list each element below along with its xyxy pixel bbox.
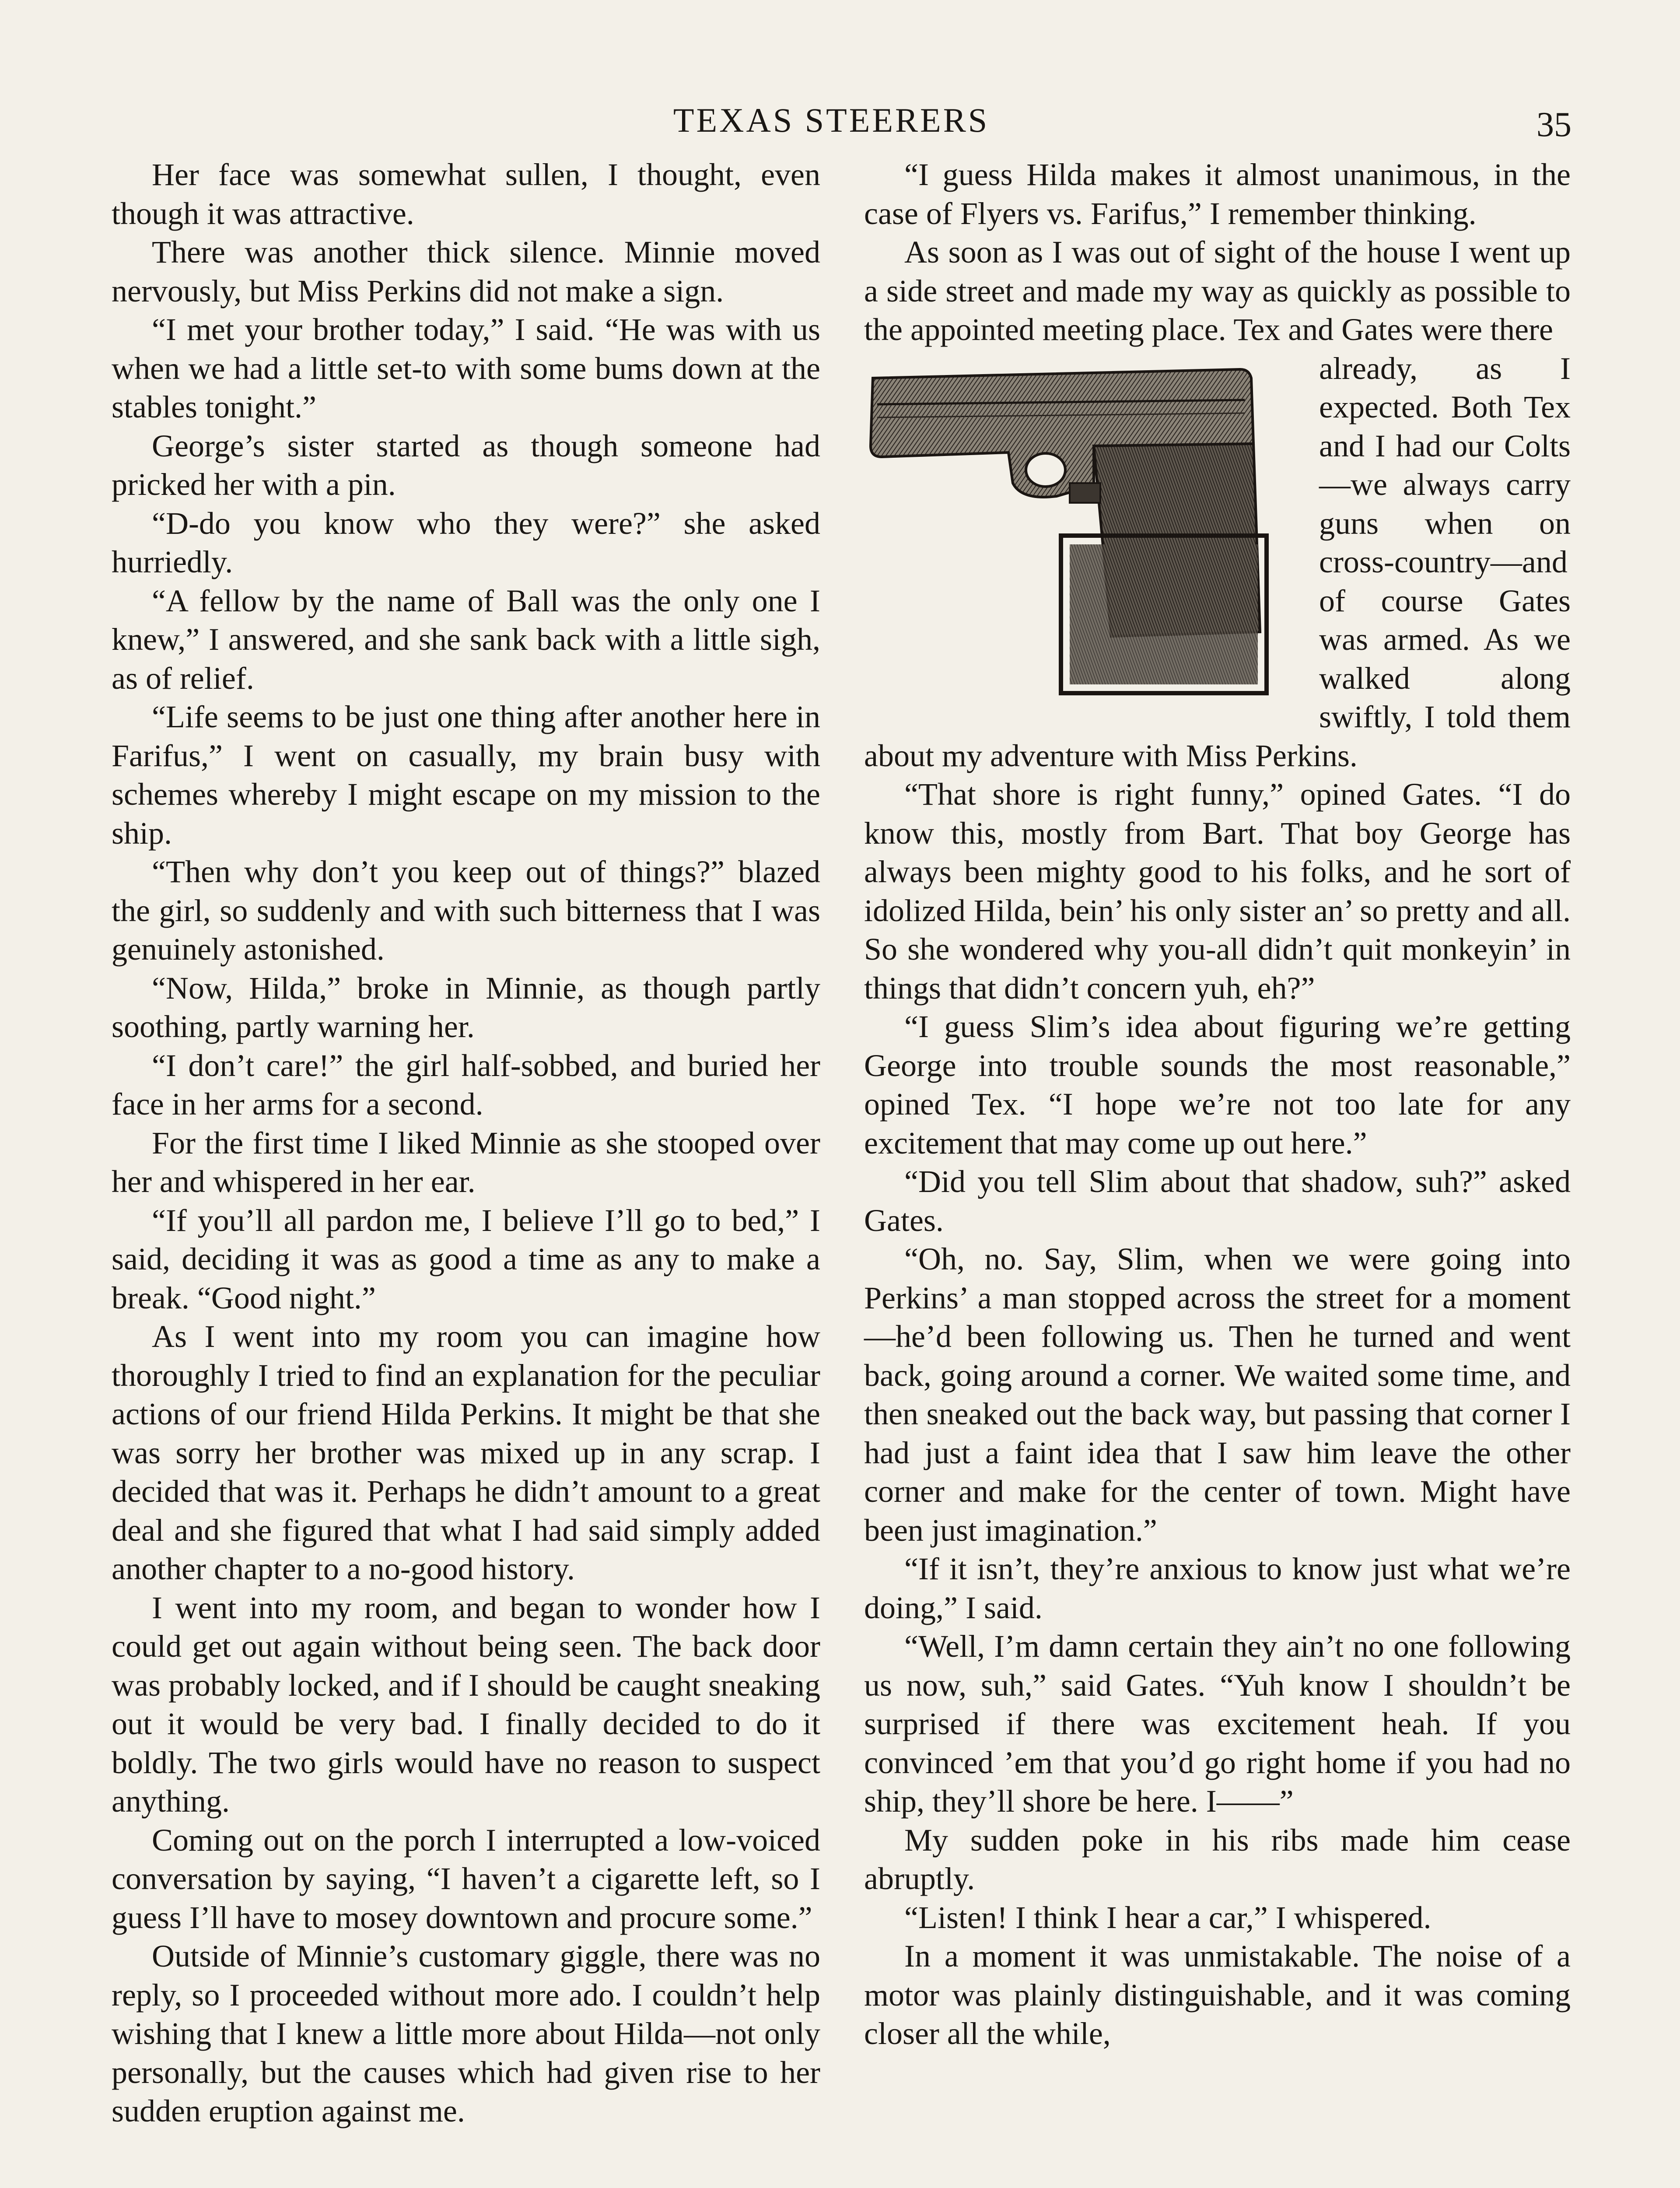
paragraph: I went into my room, and began to wonder how I could get out again without being seen. The back door was probably locked, and if I should be caught sneaking out it would be very bad. I finally decided to do it boldly. The two girls would have no reason to suspect anything. <box>112 1590 820 1819</box>
pistol-illustration <box>864 352 1306 700</box>
paragraph: “That shore is right funny,” opined Gates. “I do know this, mostly from Bart. That boy George has always been mighty good to his folks, and he sort of idolized Hilda, bein’ his only sister an’ so pretty and all. So she wondered why you-all didn’t quit monkeyin’ in things that didn’t concern yuh, eh?” <box>864 777 1571 1006</box>
paragraph: My sudden poke in his ribs made him cease abruptly. <box>864 1822 1571 1896</box>
pistol-icon <box>864 352 1306 700</box>
paragraph-text-start: As soon as I was out of sight of the house I went up a side street and made my way as quickly as possible to the appointed meeting place. Tex and Gates were there <box>864 235 1571 347</box>
paragraph: “I guess Slim’s idea about figuring we’re getting George into trouble sounds the most reasonable,” opined Tex. “I hope we’re not too late for any excitement that may come up out here.” <box>864 1009 1571 1161</box>
paragraph: “I met your brother today,” I said. “He was with us when we had a little set-to with some bums down at the stables tonight.” <box>112 312 820 424</box>
paragraph: Her face was somewhat sullen, I thought, even though it was attractive. <box>112 157 820 231</box>
paragraph-with-illustration <box>864 233 1571 349</box>
paragraph: “Now, Hilda,” broke in Minnie, as though partly soothing, partly warning her. <box>112 970 820 1044</box>
paragraph: “I don’t care!” the girl half-sobbed, and buried her face in her arms for a second. <box>112 1048 820 1122</box>
paragraph: As I went into my room you can imagine how thoroughly I tried to find an explanation for the peculiar actions of our friend Hilda Perkins. It might be that she was sorry her brother was mixed up in any scrap. I decided that was it. Perhaps he didn’t amount to a great deal and she figured that what I had said simply added another chapter to a no-good history. <box>112 1319 820 1586</box>
paragraph: “Well, I’m damn certain they ain’t no one following us now, suh,” said Gates. “Yuh know I shouldn’t be surprised if there was excitement heah. If you convinced ’em that you’d go right home if you had no ship, they’ll shore be here. I——” <box>864 1629 1571 1819</box>
paragraph-text-end: already, as I expected. Both Tex and I had our Colts—we always carry guns when on cross-country—and of course Gates was armed. As we walked along swiftly, I told them about my adventure with Miss Perkins. <box>864 351 1571 773</box>
paragraph: “Did you tell Slim about that shadow, suh?” asked Gates. <box>864 1164 1571 1238</box>
running-header: TEXAS STEERERS <box>673 101 990 139</box>
paragraph: In a moment it was unmistakable. The noise of a motor was plainly distinguishable, and it was coming closer all the while, <box>864 1939 1571 2051</box>
paragraph: “If it isn’t, they’re anxious to know just what we’re doing,” I said. <box>864 1551 1571 1625</box>
paragraph: “I guess Hilda makes it almost unanimous, in the case of Flyers vs. Farifus,” I remember thinking. <box>864 157 1571 231</box>
paragraph: “Then why don’t you keep out of things?” blazed the girl, so suddenly and with such bitterness that I was genuinely astonished. <box>112 854 820 967</box>
paragraph: “A fellow by the name of Ball was the only one I knew,” I answered, and she sank back with a little sigh, as of relief. <box>112 583 820 696</box>
paragraph: Coming out on the porch I interrupted a low-voiced conversation by saying, “I haven’t a cigarette left, so I guess I’ll have to mosey downtown and procure some.” <box>112 1822 820 1935</box>
paragraph: “D-do you know who they were?” she asked hurriedly. <box>112 505 820 579</box>
paragraph: “Oh, no. Say, Slim, when we were going into Perkins’ a man stopped across the street for a moment—he’d been following us. Then he turned and went back, going around a corner. We waited some time, and then sneaked out the back way, but passing that corner I had just a faint idea that I saw him leave the other corner and make for the center of town. Might have been just imagination.” <box>864 1241 1571 1548</box>
right-column <box>864 155 1571 2053</box>
paragraph: “Listen! I think I hear a car,” I whispered. <box>904 1900 1432 1935</box>
page-number: 35 <box>1536 105 1572 144</box>
paragraph: There was another thick silence. Minnie moved nervously, but Miss Perkins did not make a sign. <box>112 235 820 309</box>
paragraph: “Life seems to be just one thing after another here in Farifus,” I went on casually, my brain busy with schemes whereby I might escape on my mission to the ship. <box>112 699 820 851</box>
left-column <box>112 155 820 2131</box>
paragraph: George’s sister started as though someone had pricked her with a pin. <box>112 428 820 502</box>
paragraph: “If you’ll all pardon me, I believe I’ll go to bed,” I said, deciding it was as good a time as any to make a break. “Good night.” <box>112 1203 820 1315</box>
paragraph: Outside of Minnie’s customary giggle, there was no reply, so I proceeded without more ado. I couldn’t help wishing that I knew a little more about Hilda—not only personally, but the causes which had given rise to her sudden eruption against me. <box>112 1939 820 2128</box>
paragraph: For the first time I liked Minnie as she stooped over her and whispered in her ear. <box>112 1125 820 1199</box>
